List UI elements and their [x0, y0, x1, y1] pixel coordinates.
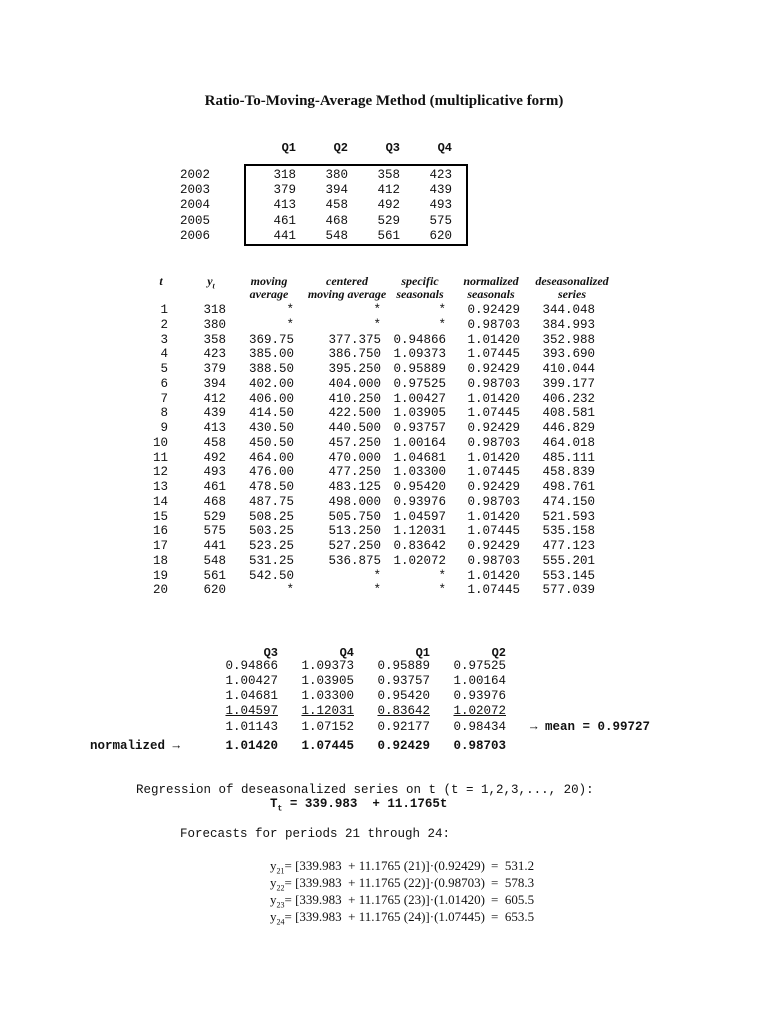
table-cell: 1.02072: [393, 553, 446, 568]
table-cell: 1.04597: [393, 509, 446, 524]
table-cell: 505.750: [328, 509, 381, 524]
table-cell: 0.95420: [393, 480, 446, 494]
table-cell: 9: [160, 421, 168, 435]
table-cell: *: [286, 303, 294, 317]
table-row: [0, 406, 768, 421]
table-cell: 0.98703: [467, 317, 520, 332]
table-cell: 536.875: [328, 553, 381, 568]
table-cell: 377.375: [328, 332, 381, 347]
table-cell: 498.761: [542, 480, 595, 494]
seasonal-cell: 1.04597: [225, 704, 278, 718]
seasonal-row: [0, 704, 768, 719]
seasonal-cell: 1.01420: [225, 739, 278, 753]
column-header-normalized: normalized seasonals: [463, 274, 519, 301]
table-cell: 553.145: [542, 568, 595, 583]
table-cell: 386.750: [328, 347, 381, 362]
seasonal-cell: 1.03905: [301, 674, 354, 688]
table-cell: 470.000: [328, 450, 381, 465]
table-cell: 485.111: [542, 450, 595, 465]
quarter-header: Q2: [333, 141, 348, 155]
regression-equation: $T_t = 339.983 + 11.1765t$: [270, 797, 448, 814]
table-cell: *: [438, 583, 446, 598]
quarterly-cell: 575: [429, 213, 452, 228]
quarterly-cell: 439: [429, 183, 452, 198]
seasonal-row: [0, 659, 768, 674]
table-row: [0, 377, 768, 392]
seasonal-header: Q1: [415, 646, 430, 660]
column-header-t: t: [159, 274, 163, 288]
table-row: [0, 569, 768, 584]
seasonal-header: Q4: [339, 646, 354, 660]
table-cell: 477.250: [328, 465, 381, 480]
table-row: [0, 333, 768, 348]
table-cell: 422.500: [328, 406, 381, 421]
table-cell: 0.92429: [467, 362, 520, 376]
table-cell: 413: [203, 421, 226, 435]
table-cell: 0.92429: [467, 303, 520, 317]
table-cell: 0.97525: [393, 376, 446, 391]
table-cell: 0.93976: [393, 494, 446, 509]
table-cell: 5: [160, 362, 168, 376]
quarterly-cell: 318: [273, 168, 296, 182]
seasonal-row: [0, 674, 768, 689]
table-cell: 1: [160, 303, 168, 317]
quarterly-cell: 458: [325, 198, 348, 213]
table-cell: 1.07445: [467, 583, 520, 598]
table-cell: 542.50: [248, 568, 294, 583]
quarterly-cell: 394: [325, 183, 348, 198]
table-cell: 402.00: [248, 376, 294, 391]
table-cell: 446.829: [542, 421, 595, 435]
table-cell: 561: [203, 568, 226, 583]
table-cell: 1.01420: [467, 332, 520, 347]
regression-line: Regression of deseasonalized series on t (t = 1,2,3,..., 20):: [136, 783, 594, 797]
table-cell: 7: [160, 391, 168, 406]
quarterly-cell: 379: [273, 183, 296, 198]
quarter-header: Q4: [437, 141, 452, 155]
table-cell: 11: [152, 450, 168, 465]
table-cell: 430.50: [248, 421, 294, 435]
table-cell: 13: [152, 480, 168, 494]
column-header-specific: specific seasonals: [396, 274, 444, 301]
table-cell: 439: [203, 406, 226, 421]
table-row: [0, 510, 768, 525]
forecast-line: $y_{22}= [339.983 + 11.1765$ (22)]·(0.98703) = 578.3: [270, 875, 535, 893]
column-header-centered: centered moving average: [307, 274, 387, 301]
table-cell: *: [373, 583, 381, 598]
mean-note: → mean = 0.99727: [530, 720, 651, 734]
table-row: [0, 583, 768, 598]
table-cell: 318: [203, 303, 226, 317]
table-row: [0, 451, 768, 466]
table-cell: 0.93757: [393, 421, 446, 435]
seasonal-cell: 0.97525: [453, 659, 506, 673]
quarter-header: Q1: [281, 141, 296, 155]
table-cell: 380: [203, 317, 226, 332]
table-row: [0, 362, 768, 377]
table-cell: 1.07445: [467, 406, 520, 421]
normalized-label: normalized →: [90, 739, 181, 753]
table-cell: 531.25: [248, 553, 294, 568]
table-cell: 14: [152, 494, 168, 509]
quarterly-cell: 358: [377, 168, 400, 182]
table-cell: 352.988: [542, 332, 595, 347]
table-cell: 1.01420: [467, 391, 520, 406]
table-cell: *: [373, 317, 381, 332]
table-cell: 441: [203, 539, 226, 553]
table-cell: 406.00: [248, 391, 294, 406]
table-cell: 474.150: [542, 494, 595, 509]
table-row: [0, 495, 768, 510]
table-cell: 1.04681: [393, 450, 446, 465]
year-label: 2006: [180, 228, 211, 243]
table-cell: 1.07445: [467, 524, 520, 539]
seasonal-cell: 1.04681: [225, 689, 278, 703]
table-cell: 1.07445: [467, 347, 520, 362]
quarterly-cell: 492: [377, 198, 400, 213]
quarterly-cell: 423: [429, 168, 452, 182]
table-cell: 394: [203, 376, 226, 391]
table-cell: 0.98703: [467, 376, 520, 391]
table-cell: 384.993: [542, 317, 595, 332]
table-cell: 4: [160, 347, 168, 362]
table-cell: 12: [152, 465, 168, 480]
quarter-header: Q3: [385, 141, 400, 155]
seasonal-cell: 0.83642: [377, 704, 430, 718]
table-cell: 15: [152, 509, 168, 524]
seasonal-cell: 1.00427: [225, 674, 278, 688]
seasonal-cell: 0.92429: [377, 739, 430, 753]
table-cell: 1.03300: [393, 465, 446, 480]
table-cell: 385.00: [248, 347, 294, 362]
seasonal-header: Q3: [263, 646, 278, 660]
seasonal-cell: 0.94866: [225, 659, 278, 673]
table-cell: 19: [152, 568, 168, 583]
table-cell: 399.177: [542, 376, 595, 391]
quarterly-cell: 561: [377, 228, 400, 243]
table-cell: 18: [152, 553, 168, 568]
table-cell: 535.158: [542, 524, 595, 539]
column-header-deseasonalized: deseasonalized series: [535, 274, 609, 301]
table-cell: 508.25: [248, 509, 294, 524]
table-cell: 450.50: [248, 435, 294, 450]
seasonal-cell: 0.95420: [377, 689, 430, 703]
table-cell: 358: [203, 332, 226, 347]
quarterly-cell: 461: [273, 213, 296, 228]
seasonal-cell: 1.03300: [301, 689, 354, 703]
quarterly-cell: 493: [429, 198, 452, 213]
table-cell: 468: [203, 494, 226, 509]
seasonal-cell: 0.98703: [453, 739, 506, 753]
table-row: [0, 554, 768, 569]
table-cell: 406.232: [542, 391, 595, 406]
table-cell: 620: [203, 583, 226, 598]
table-row: [0, 539, 768, 554]
table-cell: *: [373, 303, 381, 317]
table-cell: 423: [203, 347, 226, 362]
table-row: [0, 303, 768, 318]
table-cell: 492: [203, 450, 226, 465]
quarterly-cell: 620: [429, 228, 452, 243]
table-row: [0, 318, 768, 333]
table-cell: 20: [152, 583, 168, 598]
table-row: [0, 465, 768, 480]
table-row: [0, 421, 768, 436]
seasonal-cell: 1.00164: [453, 674, 506, 688]
table-cell: 0.83642: [393, 539, 446, 553]
table-cell: 464.018: [542, 435, 595, 450]
table-cell: 1.03905: [393, 406, 446, 421]
year-labels: [180, 168, 210, 244]
quarterly-cell: 548: [325, 228, 348, 243]
table-cell: *: [438, 317, 446, 332]
table-cell: 498.000: [328, 494, 381, 509]
table-cell: 555.201: [542, 553, 595, 568]
table-cell: 10: [152, 435, 168, 450]
table-cell: 395.250: [328, 362, 381, 376]
seasonal-cell: 1.09373: [301, 659, 354, 673]
table-cell: 408.581: [542, 406, 595, 421]
table-cell: 1.07445: [467, 465, 520, 480]
table-cell: 0.98703: [467, 553, 520, 568]
table-cell: 1.01420: [467, 568, 520, 583]
table-cell: 0.98703: [467, 435, 520, 450]
quarterly-cell: 468: [325, 213, 348, 228]
table-cell: 0.94866: [393, 332, 446, 347]
year-label: 2004: [180, 198, 211, 213]
table-cell: 458.839: [542, 465, 595, 480]
seasonal-cell: 0.92177: [377, 720, 430, 734]
table-cell: 410.250: [328, 391, 381, 406]
table-cell: 457.250: [328, 435, 381, 450]
year-label: 2005: [180, 213, 211, 228]
table-cell: *: [438, 303, 446, 317]
seasonal-cell: 1.07152: [301, 720, 354, 734]
forecast-line: $y_{24}= [339.983 + 11.1765$ (24)]·(1.07445) = 653.5: [270, 909, 535, 927]
table-cell: 523.25: [248, 539, 294, 553]
seasonal-cell: 1.12031: [301, 704, 354, 718]
seasonal-header: Q2: [491, 646, 506, 660]
table-cell: 410.044: [542, 362, 595, 376]
table-cell: 412: [203, 391, 226, 406]
column-header-moving-average: moving average: [249, 274, 289, 301]
year-label: 2003: [180, 183, 211, 198]
table-cell: 1.00427: [393, 391, 446, 406]
forecast-line: $y_{21}= [339.983 + 11.1765$ (21)]·(0.92429) = 531.2: [270, 858, 535, 876]
table-cell: 414.50: [248, 406, 294, 421]
table-cell: 16: [152, 524, 168, 539]
seasonal-cell: 0.95889: [377, 659, 430, 673]
table-cell: 379: [203, 362, 226, 376]
table-cell: 529: [203, 509, 226, 524]
table-cell: *: [438, 568, 446, 583]
table-cell: 0.95889: [393, 362, 446, 376]
table-cell: 487.75: [248, 494, 294, 509]
table-cell: 477.123: [542, 539, 595, 553]
table-cell: 388.50: [248, 362, 294, 376]
table-cell: 404.000: [328, 376, 381, 391]
table-cell: 513.250: [328, 524, 381, 539]
table-cell: 0.92429: [467, 539, 520, 553]
table-cell: 521.593: [542, 509, 595, 524]
table-row: [0, 524, 768, 539]
table-cell: 8: [160, 406, 168, 421]
seasonal-cell: 1.07445: [301, 739, 354, 753]
table-cell: 393.690: [542, 347, 595, 362]
seasonal-cell: 1.01143: [225, 720, 278, 734]
table-cell: 476.00: [248, 465, 294, 480]
quarterly-cell: 529: [377, 213, 400, 228]
table-row: [0, 347, 768, 362]
quarterly-cell: 412: [377, 183, 400, 198]
table-cell: 344.048: [542, 303, 595, 317]
table-cell: 503.25: [248, 524, 294, 539]
table-cell: 1.01420: [467, 450, 520, 465]
table-cell: 0.98703: [467, 494, 520, 509]
table-cell: 577.039: [542, 583, 595, 598]
table-row: [0, 436, 768, 451]
quarterly-cell: 413: [273, 198, 296, 213]
table-cell: 461: [203, 480, 226, 494]
seasonal-cell: 0.93757: [377, 674, 430, 688]
table-cell: *: [373, 568, 381, 583]
seasonal-cell: 0.98434: [453, 720, 506, 734]
table-cell: 1.01420: [467, 509, 520, 524]
table-cell: 458: [203, 435, 226, 450]
page-title: Ratio-To-Moving-Average Method (multiplicative form): [204, 93, 564, 109]
table-cell: 2: [160, 317, 168, 332]
table-row: [0, 480, 768, 495]
table-cell: 1.00164: [393, 435, 446, 450]
forecast-line: $y_{23}= [339.983 + 11.1765$ (23)]·(1.01420) = 605.5: [270, 892, 535, 910]
table-cell: 6: [160, 376, 168, 391]
forecast-heading: Forecasts for periods 21 through 24:: [180, 827, 451, 841]
table-cell: 0.92429: [467, 421, 520, 435]
table-cell: 3: [160, 332, 168, 347]
table-row: [0, 392, 768, 407]
table-cell: 440.500: [328, 421, 381, 435]
table-cell: 478.50: [248, 480, 294, 494]
table-cell: *: [286, 317, 294, 332]
table-cell: 369.75: [248, 332, 294, 347]
table-cell: 483.125: [328, 480, 381, 494]
table-cell: 1.12031: [393, 524, 446, 539]
quarterly-cell: 441: [273, 228, 296, 243]
table-cell: 527.250: [328, 539, 381, 553]
year-label: 2002: [180, 168, 211, 182]
column-header-yt: $y_t$: [207, 274, 215, 291]
seasonal-cell: 1.02072: [453, 704, 506, 718]
table-cell: 575: [203, 524, 226, 539]
table-cell: 17: [152, 539, 168, 553]
seasonal-row: [0, 689, 768, 704]
quarterly-cell: 380: [325, 168, 348, 182]
table-cell: 548: [203, 553, 226, 568]
seasonal-row: [0, 720, 768, 735]
table-cell: 0.92429: [467, 480, 520, 494]
table-cell: 1.09373: [393, 347, 446, 362]
table-cell: *: [286, 583, 294, 598]
table-cell: 464.00: [248, 450, 294, 465]
seasonal-cell: 0.93976: [453, 689, 506, 703]
table-cell: 493: [203, 465, 226, 480]
